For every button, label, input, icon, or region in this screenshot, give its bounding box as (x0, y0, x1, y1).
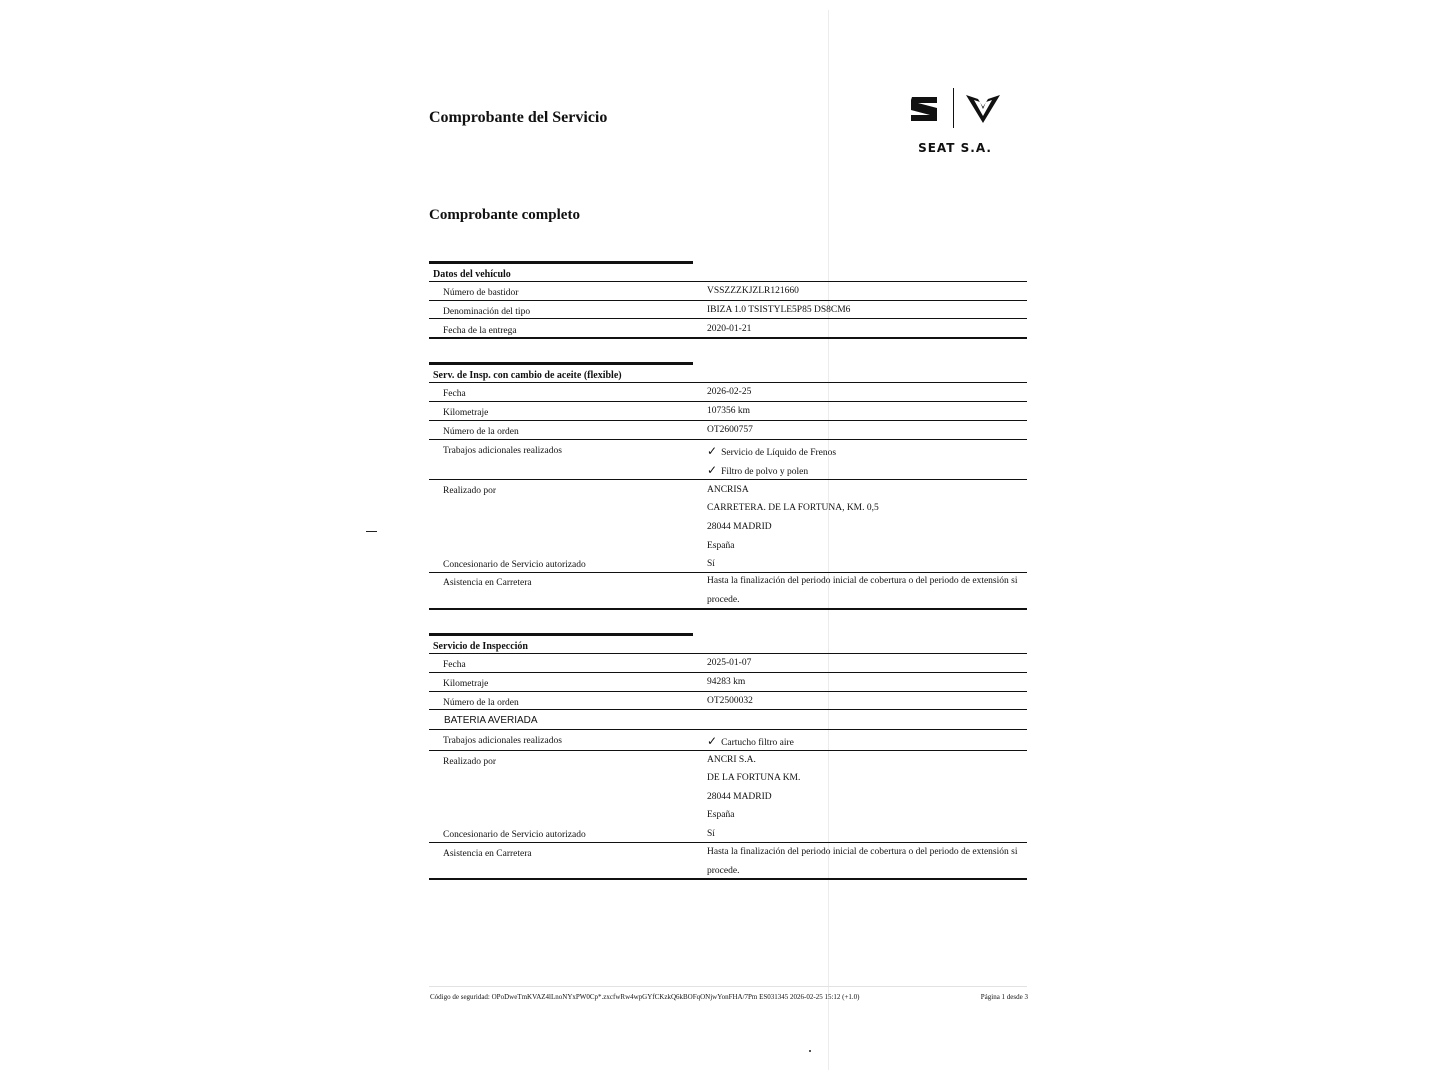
row-divider (429, 729, 1027, 730)
dealer-line: España (707, 541, 735, 551)
section-top-bar (429, 362, 693, 365)
page-number: Página 1 desde 3 (980, 993, 1028, 1001)
row-divider (429, 281, 1027, 282)
scan-dot (809, 1050, 811, 1052)
row-divider (429, 709, 1027, 710)
extra-work-item (707, 444, 836, 458)
row-label: Realizado por (443, 486, 497, 496)
seat-logo-icon (909, 96, 939, 122)
row-divider (429, 439, 1027, 440)
row-divider (429, 691, 1027, 692)
row-label: Concesionario de Servicio autorizado (443, 560, 586, 570)
row-label: Concesionario de Servicio autorizado (443, 830, 586, 840)
section-top-bar (429, 633, 693, 636)
row-label: Trabajos adicionales realizados (443, 446, 562, 456)
row-divider (429, 479, 1027, 480)
row-label: Fecha de la entrega (443, 326, 517, 336)
row-label: Kilometraje (443, 679, 489, 689)
row-divider (429, 382, 1027, 383)
date-value: 2025-01-07 (707, 658, 752, 668)
row-label: Kilometraje (443, 408, 489, 418)
row-label: Fecha (443, 660, 466, 670)
section-top-bar (429, 261, 693, 264)
row-label: Denominación del tipo (443, 307, 531, 317)
section-bottom-rule (429, 878, 1027, 880)
check-icon: ✓ (707, 444, 718, 458)
section-header: Datos del vehículo (433, 269, 511, 280)
row-label: Realizado por (443, 757, 497, 767)
authorized-dealer-value: Sí (707, 829, 715, 839)
extra-work-item (707, 463, 808, 477)
dealer-line: CARRETERA. DE LA FORTUNA, KM. 0,5 (707, 503, 879, 513)
row-divider (429, 672, 1027, 673)
row-label: Asistencia en Carretera (443, 849, 532, 859)
authorized-dealer-value: Sí (707, 559, 715, 569)
section-header: Servicio de Inspección (433, 641, 528, 652)
section-bottom-rule (429, 337, 1027, 339)
brand-name: SEAT S.A. (918, 141, 992, 155)
dealer-line: ANCRI S.A. (707, 755, 756, 765)
document-title: Comprobante del Servicio (429, 109, 608, 126)
service-note: BATERIA AVERIADA (444, 715, 538, 726)
row-divider (429, 653, 1027, 654)
date-value: 2026-02-25 (707, 387, 752, 397)
row-label: Fecha (443, 389, 466, 399)
section-bottom-rule (429, 608, 1027, 610)
row-divider (429, 420, 1027, 421)
extra-work-text: Cartucho filtro aire (721, 738, 794, 748)
mileage-value: 107356 km (707, 406, 751, 416)
security-code: Código de seguridad: OPoDweTmKVAZ4lLnoNYxPW0Cp*.zxcfwRw4wpGYfCKzkQ6kBOFqONjwYonFHA/7Pm ES031345 2026-02-25 15:12 (+1.0) (430, 993, 860, 1001)
row-divider (429, 318, 1027, 319)
row-label: Número de bastidor (443, 288, 519, 298)
vin-value: VSSZZZKJZLR121660 (707, 286, 799, 296)
row-label: Número de la orden (443, 427, 519, 437)
brand-block (905, 86, 1005, 158)
row-label: Número de la orden (443, 698, 519, 708)
row-divider (429, 300, 1027, 301)
roadside-assistance-value: Hasta la finalización del periodo inicial de cobertura o del periodo de extensión si procede. (707, 576, 1018, 605)
section-header: Serv. de Insp. con cambio de aceite (flexible) (433, 370, 622, 381)
dealer-line: 28044 MADRID (707, 792, 772, 802)
order-number-value: OT2500032 (707, 696, 753, 706)
extra-work-item (707, 734, 794, 748)
dealer-line: DE LA FORTUNA KM. (707, 773, 801, 783)
order-number-value: OT2600757 (707, 425, 753, 435)
roadside-assistance-value: Hasta la finalización del periodo inicial de cobertura o del periodo de extensión si procede. (707, 847, 1018, 876)
document-subtitle: Comprobante completo (429, 207, 580, 223)
check-icon: ✓ (707, 463, 718, 477)
vehicle-section (429, 261, 1027, 341)
check-icon: ✓ (707, 734, 718, 748)
cupra-logo-icon (965, 94, 1001, 124)
scan-mark (366, 531, 377, 532)
row-label: Asistencia en Carretera (443, 578, 532, 588)
extra-work-text: Servicio de Líquido de Frenos (721, 448, 837, 458)
footer-rule (429, 986, 1027, 987)
logo-divider (953, 88, 954, 128)
service-inspection-section (429, 633, 1027, 883)
dealer-line: 28044 MADRID (707, 522, 772, 532)
dealer-line: España (707, 810, 735, 820)
extra-work-text: Filtro de polvo y polen (721, 467, 809, 477)
delivery-date-value: 2020-01-21 (707, 324, 752, 334)
row-divider (429, 401, 1027, 402)
row-divider (429, 750, 1027, 751)
type-value: IBIZA 1.0 TSISTYLE5P85 DS8CM6 (707, 305, 851, 315)
row-label: Trabajos adicionales realizados (443, 736, 562, 746)
dealer-line: ANCRISA (707, 485, 749, 495)
mileage-value: 94283 km (707, 677, 746, 687)
service-oil-section (429, 362, 1027, 612)
